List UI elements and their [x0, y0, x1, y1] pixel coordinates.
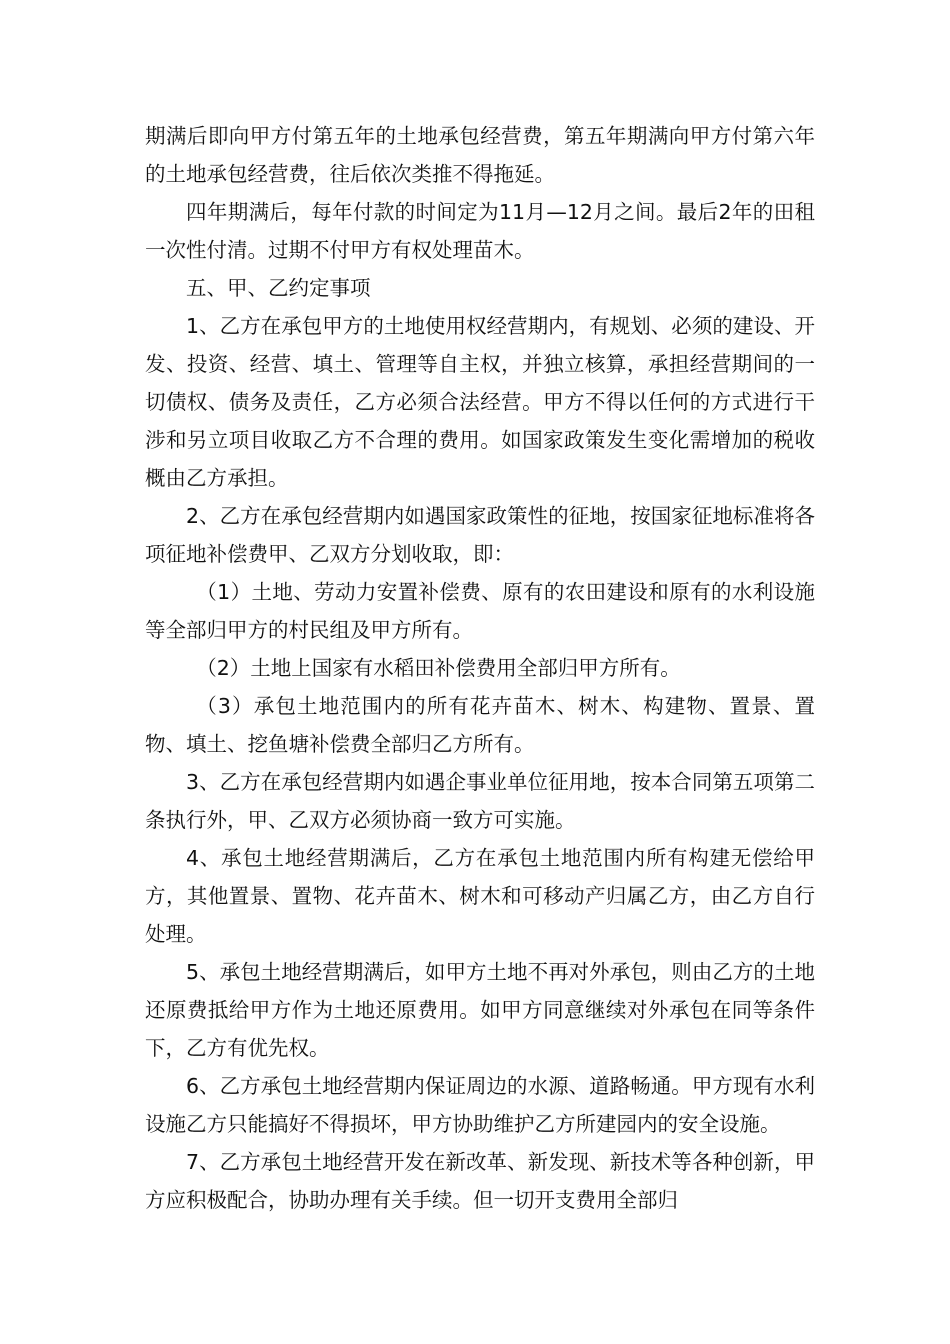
clause-7: 7、乙方承包土地经营开发在新改革、新发现、新技术等各种创新，甲方应积极配合，协助办理有关手续。但一切开支费用全部归: [145, 1150, 815, 1212]
clause-6: 6、乙方承包土地经营期内保证周边的水源、道路畅通。甲方现有水利设施乙方只能搞好不得损坏，甲方协助维护乙方所建园内的安全设施。: [145, 1074, 815, 1136]
clause-2-item-1: （1）土地、劳动力安置补偿费、原有的农田建设和原有的水利设施等全部归甲方的村民组及甲方所有。: [145, 580, 815, 642]
clause-2-item-2: （2）土地上国家有水稻田补偿费用全部归甲方所有。: [196, 656, 681, 680]
clause-4: 4、承包土地经营期满后，乙方在承包土地范围内所有构建无偿给甲方，其他置景、置物、花卉苗木、树木和可移动产归属乙方，由乙方自行处理。: [145, 846, 815, 946]
paragraph-payment-continuation: 期满后即向甲方付第五年的土地承包经营费，第五年期满向甲方付第六年的土地承包经营费，往后依次类推不得拖延。: [145, 124, 815, 186]
document-body: [145, 117, 815, 1219]
clause-2-item-3: （3）承包土地范围内的所有花卉苗木、树木、构建物、置景、置物、填土、挖鱼塘补偿费全部归乙方所有。: [145, 694, 815, 756]
clause-5: 5、承包土地经营期满后，如甲方土地不再对外承包，则由乙方的土地还原费抵给甲方作为土地还原费用。如甲方同意继续对外承包在同等条件下，乙方有优先权。: [145, 960, 815, 1060]
clause-1: 1、乙方在承包甲方的土地使用权经营期内，有规划、必须的建设、开发、投资、经营、填土、管理等自主权，并独立核算，承担经营期间的一切债权、债务及责任，乙方必须合法经营。甲方不得以任何的方式进行干涉和另立项目收取乙方不合理的费用。如国家政策发生变化需增加的税收概由乙方承担。: [145, 314, 815, 490]
clause-3: 3、乙方在承包经营期内如遇企事业单位征用地，按本合同第五项第二条执行外，甲、乙双方必须协商一致方可实施。: [145, 770, 815, 832]
paragraph-payment-schedule: 四年期满后，每年付款的时间定为11月—12月之间。最后2年的田租一次性付清。过期不付甲方有权处理苗木。: [145, 200, 815, 262]
section-heading-agreed-matters: 五、甲、乙约定事项: [186, 276, 371, 300]
clause-2: 2、乙方在承包经营期内如遇国家政策性的征地，按国家征地标准将各项征地补偿费甲、乙双方分划收取，即：: [145, 504, 815, 566]
